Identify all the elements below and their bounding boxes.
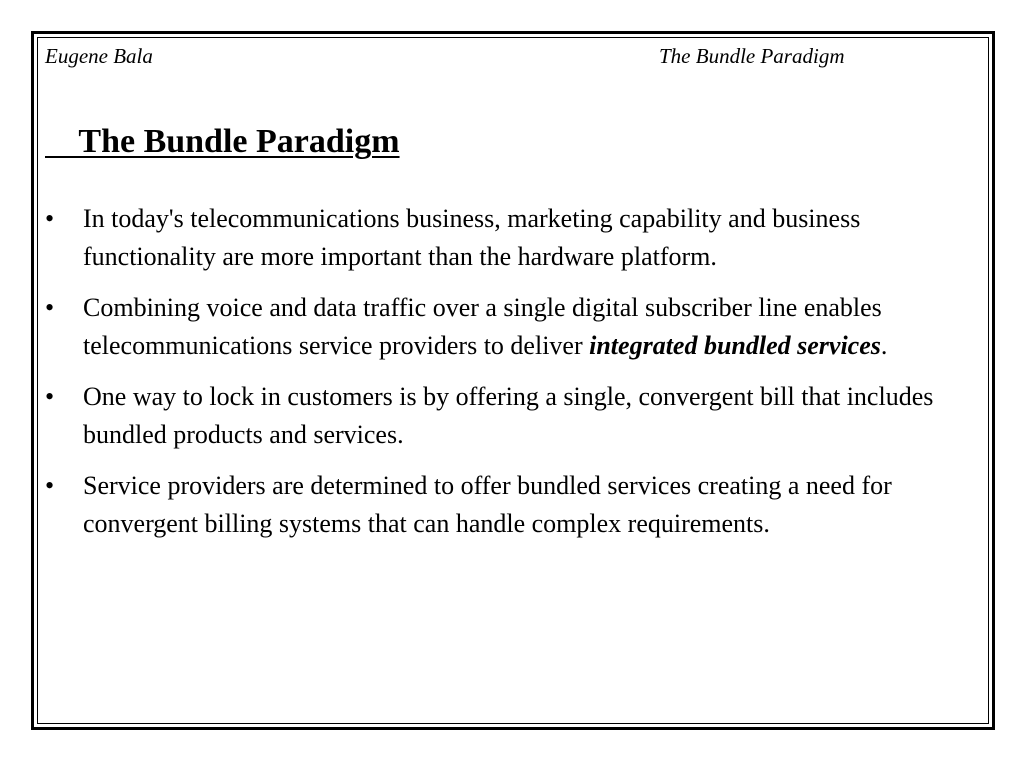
bullet-icon: • [45,471,55,500]
header-title: The Bundle Paradigm [659,44,845,68]
header-author: Eugene Bala [45,44,153,68]
bullet-icon: • [45,204,55,233]
bullet-text-4: Service providers are determined to offer bundled services creating a need for convergent billing systems that can handle complex requirements. [83,471,892,538]
bullet-list [45,200,965,556]
bullet-item-3 [45,378,965,454]
bullet-item-2 [45,289,965,365]
bullet-text-3: One way to lock in customers is by offering a single, convergent bill that includes bundled products and services. [83,382,934,449]
bullet-item-4 [45,467,965,543]
bullet-text-1: In today's telecommunications business, marketing capability and business functionality are more important than the hardware platform. [83,204,861,271]
bullet-icon: • [45,293,55,322]
bullet-text-2: Combining voice and data traffic over a single digital subscriber line enables telecommunications service providers to deliver [83,293,882,360]
slide-title: The Bundle Paradigm [45,123,400,160]
bullet-text-2-emphasis: integrated bundled services [589,331,881,360]
bullet-text-2-end: . [880,331,888,360]
bullet-item-1 [45,200,965,276]
bullet-icon: • [45,382,55,411]
